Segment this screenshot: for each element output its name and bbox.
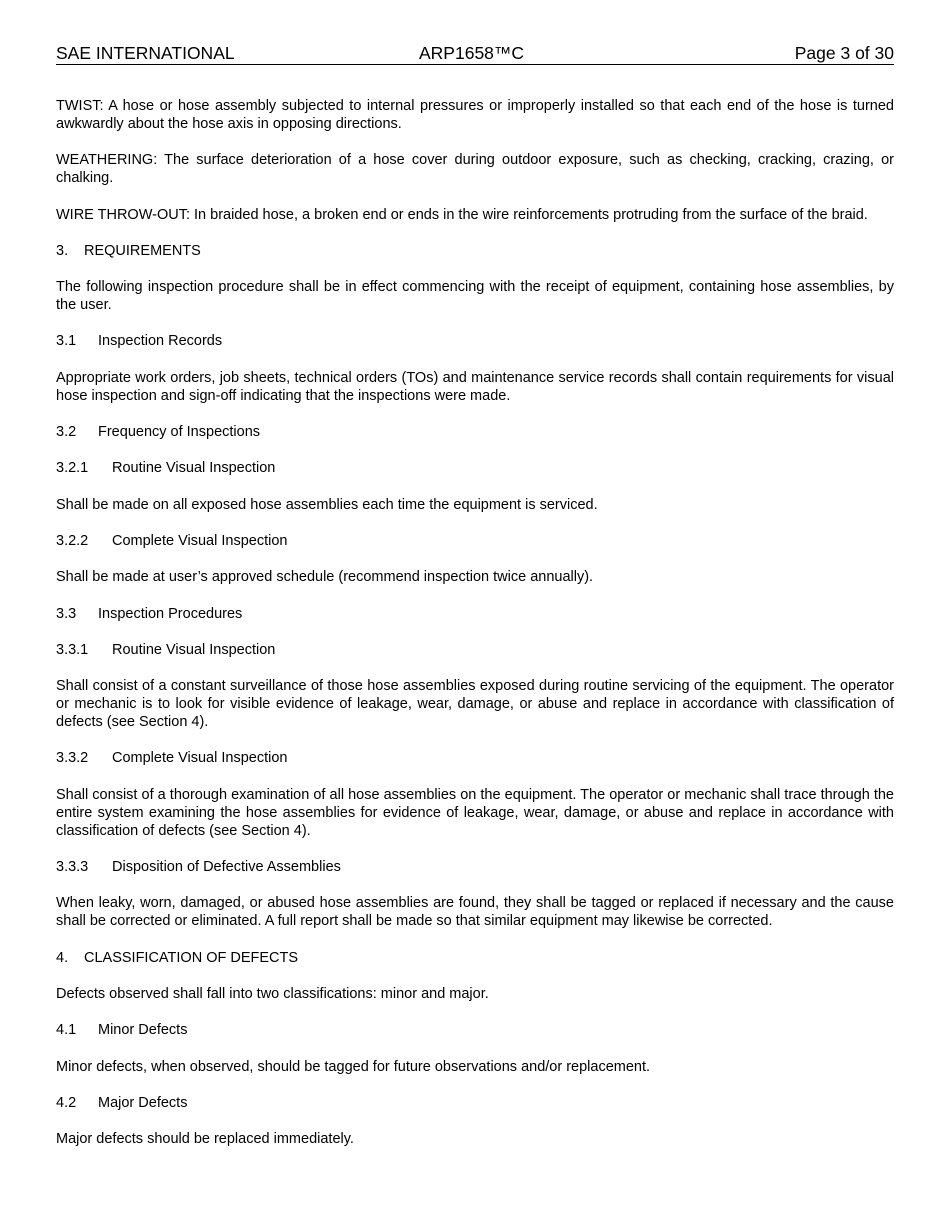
section-number: 3.2 xyxy=(56,424,77,441)
section-3-3-2-text: Shall consist of a thorough examination of all hose assemblies on the equipment. The operator or mechanic shall trace through the entire system examining the hose assemblies for evidence of leakage, wear, damage, or abuse and replace in accordance with classification of defects (see Section 4). xyxy=(56,786,894,839)
section-3-text: The following inspection procedure shall be in effect commencing with the receipt of equipment, containing hose assemblies, by the user. xyxy=(56,279,894,314)
section-number: 3.3.2 xyxy=(56,750,89,767)
section-number: 3.3.1 xyxy=(56,641,89,658)
section-title: Major Defects xyxy=(98,1094,188,1111)
section-heading-3 xyxy=(56,242,894,260)
section-4-2-text: Major defects should be replaced immediately. xyxy=(56,1131,354,1148)
section-3-3-1-text: Shall consist of a constant surveillance of those hose assemblies exposed during routine servicing of the equipment. The operator or mechanic is to look for visible evidence of leakage, wear, damage, or abuse and replace in accordance with classification of defects (see Section 4). xyxy=(56,678,894,731)
section-4-1-text: Minor defects, when observed, should be tagged for future observations and/or replacement. xyxy=(56,1058,651,1075)
section-number: 4.2 xyxy=(56,1094,77,1111)
section-title: Routine Visual Inspection xyxy=(112,460,276,477)
section-number: 3.3 xyxy=(56,605,77,622)
section-title: Routine Visual Inspection xyxy=(112,641,276,658)
section-title: Complete Visual Inspection xyxy=(112,532,288,549)
section-heading-3-2-2 xyxy=(56,532,894,550)
section-3-2-2-text: Shall be made at user’s approved schedule (recommend inspection twice annually). xyxy=(56,569,594,586)
section-heading-3-3-2 xyxy=(56,749,894,767)
section-title: Inspection Records xyxy=(98,333,223,350)
header-document-id: ARP1658™C xyxy=(419,43,525,63)
section-number: 4. xyxy=(56,949,69,966)
section-heading-3-3-3 xyxy=(56,858,894,876)
page-header xyxy=(56,43,894,65)
section-4-text: Defects observed shall fall into two classifications: minor and major. xyxy=(56,985,489,1002)
section-3-1-text: Appropriate work orders, job sheets, technical orders (TOs) and maintenance service records shall contain requirements for visual hose inspection and sign-off indicating that the inspections were made. xyxy=(56,369,894,404)
document-body xyxy=(56,97,894,1166)
section-number: 3. xyxy=(56,242,69,259)
section-number: 3.2.1 xyxy=(56,460,89,477)
header-organization: SAE INTERNATIONAL xyxy=(56,43,235,63)
section-heading-3-3 xyxy=(56,605,894,623)
section-number: 3.2.2 xyxy=(56,532,89,549)
section-number: 3.1 xyxy=(56,333,77,350)
section-heading-3-1 xyxy=(56,332,894,350)
header-page-number: Page 3 of 30 xyxy=(794,43,894,63)
definition-wire-throw-out: WIRE THROW-OUT: In braided hose, a broken end or ends in the wire reinforcements protruding from the surface of the braid. xyxy=(56,206,868,223)
section-number: 4.1 xyxy=(56,1022,77,1039)
section-title: Minor Defects xyxy=(98,1022,188,1039)
definition-weathering: WEATHERING: The surface deterioration of a hose cover during outdoor exposure, such as checking, cracking, crazing, or chalking. xyxy=(56,152,894,187)
section-heading-4-2 xyxy=(56,1094,894,1112)
section-title: REQUIREMENTS xyxy=(84,242,201,259)
section-heading-3-2-1 xyxy=(56,459,894,477)
section-3-3-3-text: When leaky, worn, damaged, or abused hose assemblies are found, they shall be tagged or replaced if necessary and the cause shall be corrected or eliminated. A full report shall be made so that similar equipment may likewise be corrected. xyxy=(56,895,894,930)
section-title: Inspection Procedures xyxy=(98,605,243,622)
section-3-2-1-text: Shall be made on all exposed hose assemblies each time the equipment is serviced. xyxy=(56,496,598,513)
section-title: CLASSIFICATION OF DEFECTS xyxy=(84,949,299,966)
section-title: Frequency of Inspections xyxy=(98,424,261,441)
section-number: 3.3.3 xyxy=(56,859,89,876)
section-title: Complete Visual Inspection xyxy=(112,750,288,767)
section-heading-3-3-1 xyxy=(56,641,894,659)
definition-twist: TWIST: A hose or hose assembly subjected to internal pressures or improperly installed so that each end of the hose is turned awkwardly about the hose axis in opposing directions. xyxy=(56,98,894,132)
section-title: Disposition of Defective Assemblies xyxy=(112,859,341,876)
section-heading-4-1 xyxy=(56,1021,894,1039)
section-heading-4 xyxy=(56,949,894,967)
section-heading-3-2 xyxy=(56,423,894,441)
